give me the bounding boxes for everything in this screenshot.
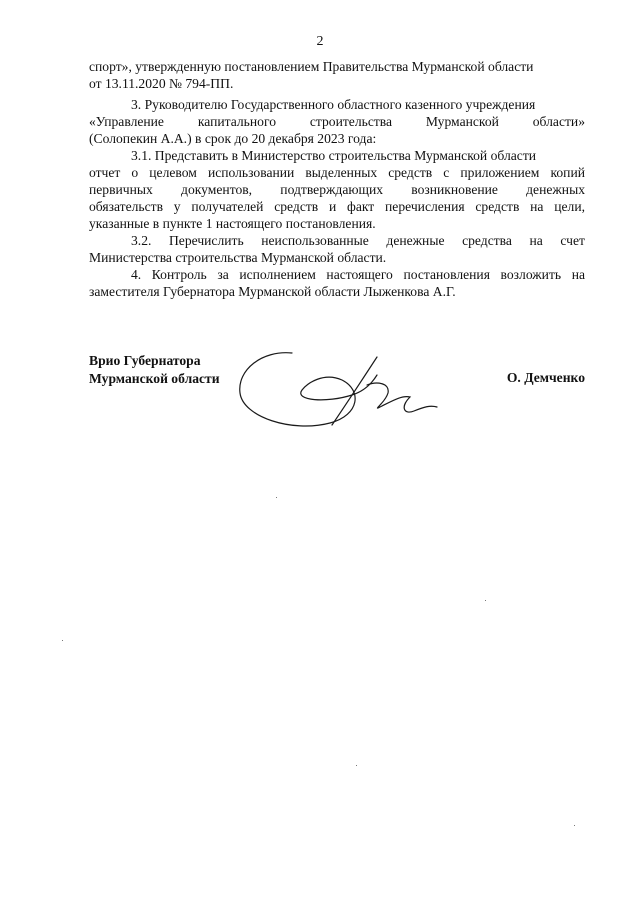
scan-speck (356, 765, 357, 766)
body-line-6: 3.1. Представить в Министерство строительства Мурманской области (131, 148, 537, 163)
scan-speck (276, 497, 277, 498)
body-line-2: от 13.11.2020 № 794-ПП. (89, 76, 234, 91)
body-line-8: первичных документов, подтверждающих возникновение денежных (89, 182, 585, 197)
body-line-12: Министерства строительства Мурманской области. (89, 250, 387, 265)
signatory-position (89, 352, 220, 388)
handwritten-signature (232, 345, 442, 435)
signatory-name: О. Демченко (506, 370, 585, 385)
body-line-13: 4. Контроль за исполнением настоящего постановления возложить на (131, 267, 585, 282)
signatory-position-line-1: Врио Губернатора (89, 353, 201, 368)
body-line-11: 3.2. Перечислить неиспользованные денежные средства на счет (131, 233, 585, 248)
body-line-10: указанные в пункте 1 настоящего постановления. (89, 216, 376, 231)
body-line-4: «Управление капитального строительства Мурманской области» (89, 114, 585, 129)
scan-speck (485, 600, 486, 601)
body-line-3: 3. Руководителю Государственного областного казенного учреждения (131, 97, 536, 112)
body-line-1: спорт», утвержденную постановлением Правительства Мурманской области (89, 59, 534, 74)
page-number: 2 (316, 34, 324, 49)
body-line-7: отчет о целевом использовании выделенных средств с приложением копий (89, 165, 585, 180)
scan-speck (62, 640, 63, 641)
body-line-14: заместителя Губернатора Мурманской области Лыженкова А.Г. (89, 284, 456, 299)
scan-speck (574, 825, 575, 826)
signatory-position-line-2: Мурманской области (89, 371, 220, 386)
body-line-5: (Солопекин А.А.) в срок до 20 декабря 2023 года: (89, 131, 377, 146)
body-line-9: обязательств у получателей средств и факт перечисления средств на цели, (89, 199, 585, 214)
